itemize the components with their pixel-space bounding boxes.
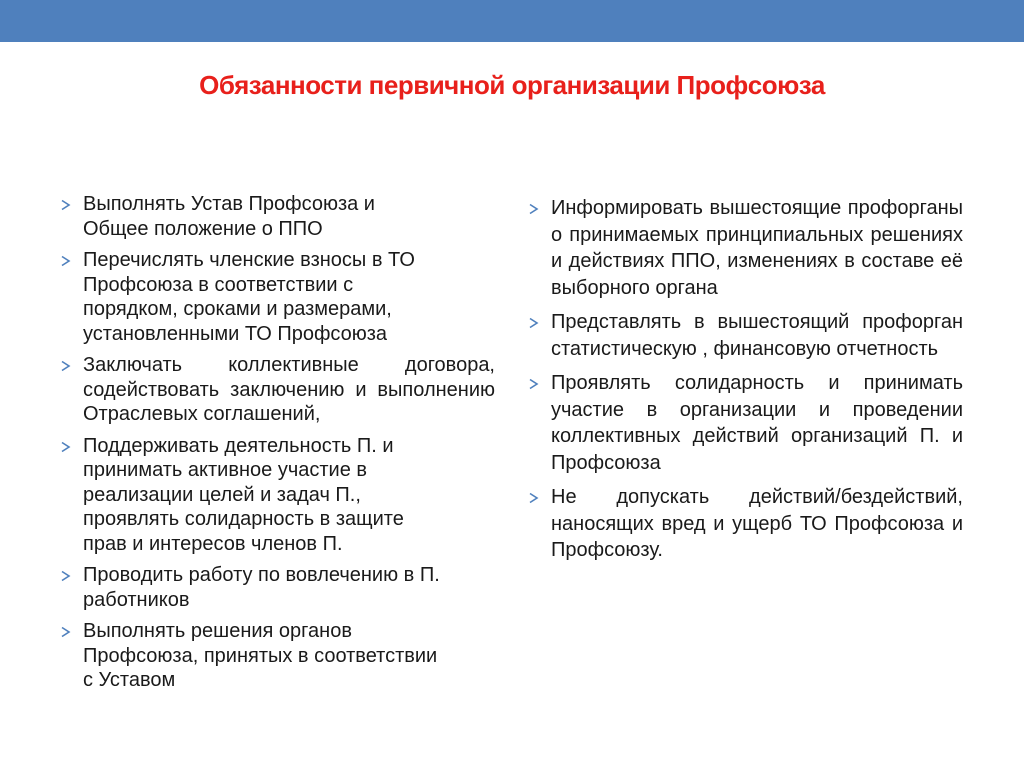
list-item <box>60 353 495 427</box>
arrow-chevron-icon <box>60 570 72 582</box>
arrow-chevron-icon <box>528 492 540 504</box>
arrow-chevron-icon <box>528 203 540 215</box>
list-item-text: Поддерживать деятельность П. и принимать активное участие в реализации целей и задач П., проявлять солидарность в защите прав и интересов членов П. <box>83 434 404 555</box>
list-item <box>528 195 963 301</box>
list-item-text: Заключать коллективные договора, содействовать заключению и выполнению Отраслевых соглашений, <box>83 354 495 425</box>
arrow-chevron-icon <box>60 255 72 267</box>
list-item-text: Проводить работу по вовлечению в П. работников <box>83 564 440 611</box>
list-item-text: Информировать вышестоящие профорганы о принимаемых принципиальных решениях и действиях ППО, изменениях в составе её выборного органа <box>551 197 963 299</box>
arrow-chevron-icon <box>60 626 72 638</box>
list-item-text: Выполнять решения органов Профсоюза, принятых в соответствии с Уставом <box>83 620 438 691</box>
slide-title: Обязанности первичной организации Профсоюза <box>199 70 825 100</box>
list-item-text: Выполнять Устав Профсоюза и Общее положение о ППО <box>83 193 375 240</box>
list-item <box>60 248 495 346</box>
left-duties-list <box>60 192 495 700</box>
list-item <box>528 484 963 564</box>
arrow-chevron-icon <box>60 199 72 211</box>
arrow-chevron-icon <box>60 360 72 372</box>
list-item <box>60 192 495 241</box>
list-item-text: Не допускать действий/бездействий, наносящих вред и ущерб ТО Профсоюза и Профсоюзу. <box>551 486 963 561</box>
list-item <box>60 434 495 557</box>
top-accent-bar <box>0 0 1024 42</box>
list-item <box>60 563 495 612</box>
list-item-text: Проявлять солидарность и принимать участие в организации и проведении коллективных действий организаций П. и Профсоюза <box>551 372 963 474</box>
arrow-chevron-icon <box>528 317 540 329</box>
list-item <box>528 370 963 476</box>
list-item-text: Представлять в вышестоящий профорган статистическую , финансовую отчетность <box>551 311 963 360</box>
right-duties-list <box>528 195 963 572</box>
list-item <box>60 619 495 693</box>
list-item-text: Перечислять членские взносы в ТО Профсоюза в соответствии с порядком, сроками и размерами, установленными ТО Профсоюза <box>83 249 415 345</box>
arrow-chevron-icon <box>60 441 72 453</box>
list-item <box>528 309 963 362</box>
arrow-chevron-icon <box>528 378 540 390</box>
